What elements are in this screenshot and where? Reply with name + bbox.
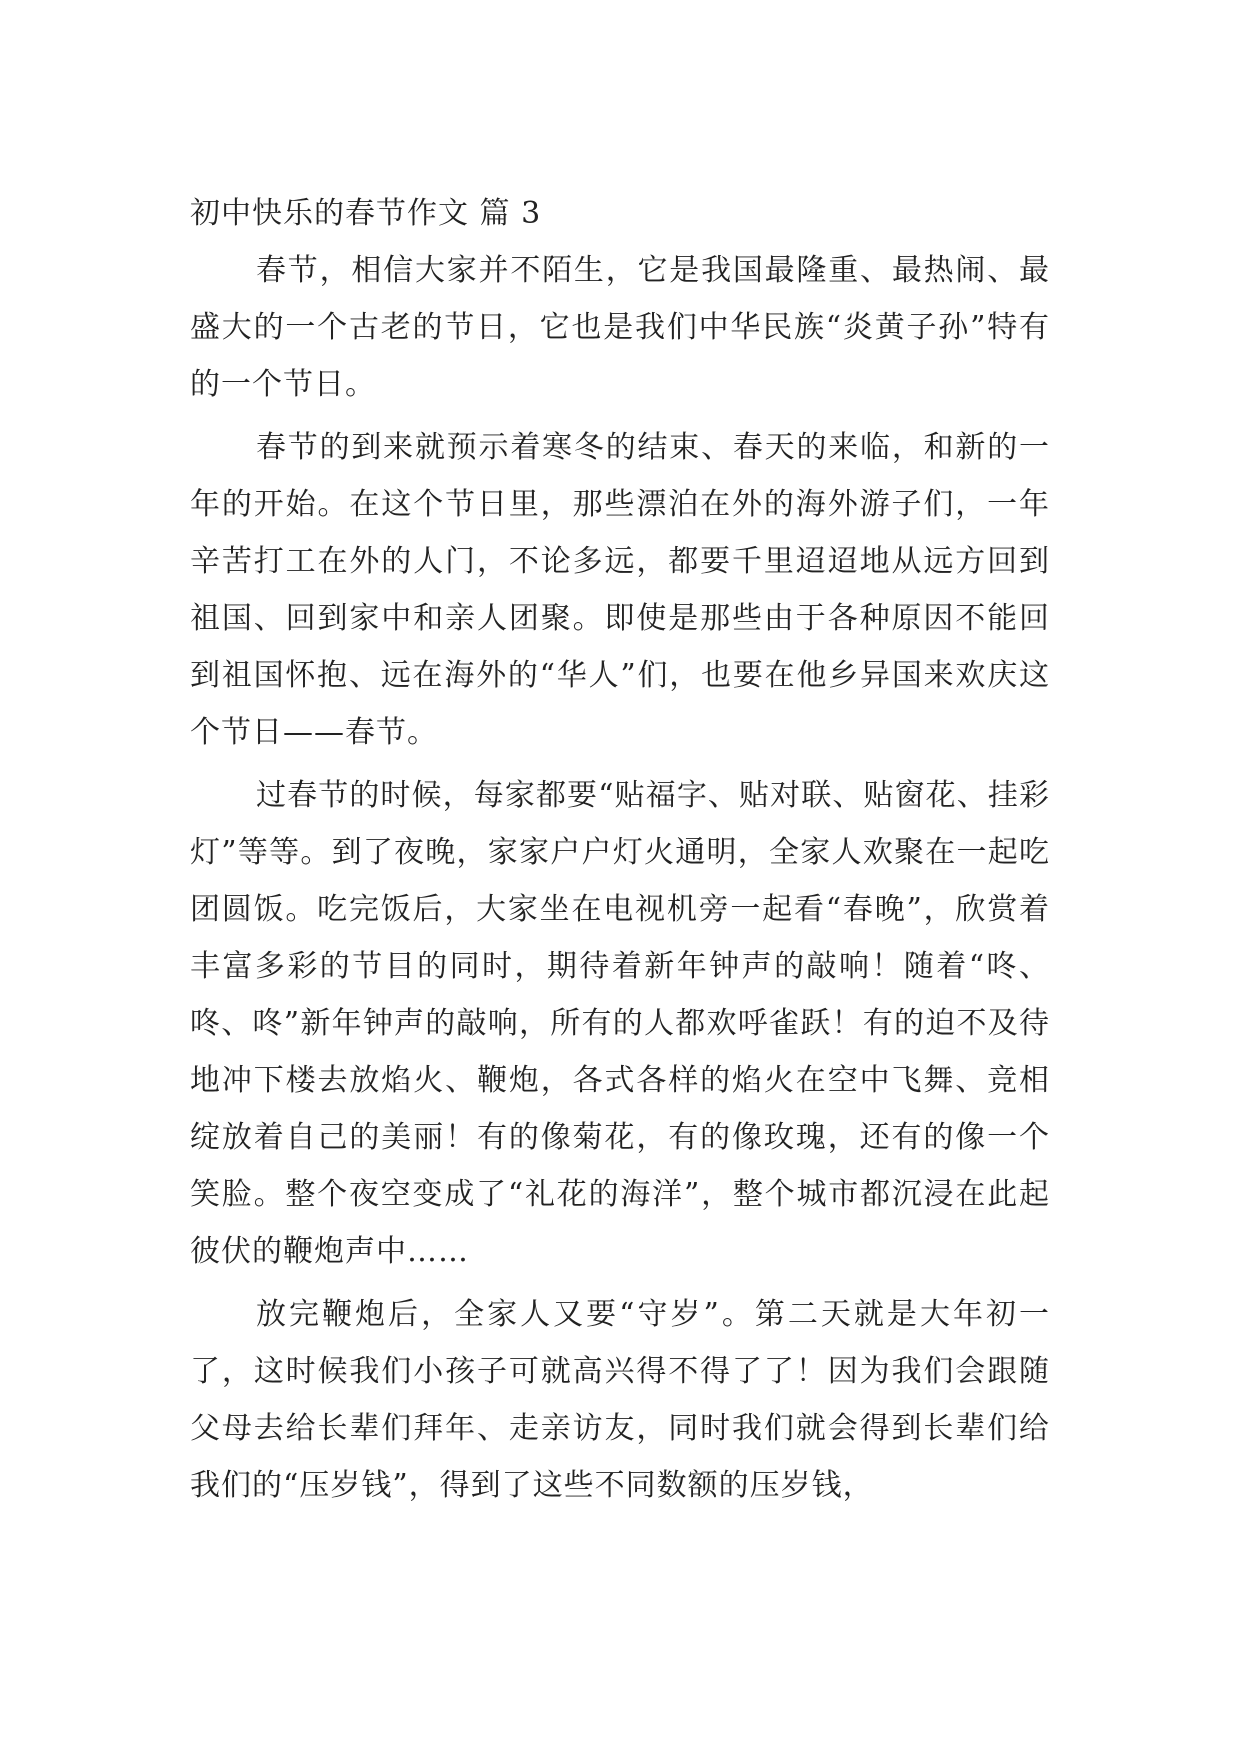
paragraph-4: 放完鞭炮后，全家人又要“守岁”。第二天就是大年初一了，这时候我们小孩子可就高兴得不得了了！因为我们会跟随父母去给长辈们拜年、走亲访友，同时我们就会得到长辈们给我们的“压岁钱”，得到了这些不同数额的压岁钱， — [190, 1297, 1050, 1503]
paragraph-3: 过春节的时候，每家都要“贴福字、贴对联、贴窗花、挂彩灯”等等。到了夜晚，家家户户灯火通明，全家人欢聚在一起吃团圆饭。吃完饭后，大家坐在电视机旁一起看“春晚”，欣赏着丰富多彩的节目的同时，期待着新年钟声的敲响！随着“咚、咚、咚”新年钟声的敲响，所有的人都欢呼雀跃！有的迫不及待地冲下楼去放焰火、鞭炮，各式各样的焰火在空中飞舞、竞相绽放着自己的美丽！有的像菊花，有的像玫瑰，还有的像一个笑脸。整个夜空变成了“礼花的海洋”，整个城市都沉浸在此起彼伏的鞭炮声中…… — [190, 778, 1050, 1269]
essay-title: 初中快乐的春节作文 篇 3 — [190, 196, 542, 231]
document-body — [190, 185, 1050, 1520]
paragraph-2: 春节的到来就预示着寒冬的结束、春天的来临，和新的一年的开始。在这个节日里，那些漂泊在外的海外游子们，一年辛苦打工在外的人门，不论多远，都要千里迢迢地从远方回到祖国、回到家中和亲人团聚。即使是那些由于各种原因不能回到祖国怀抱、远在海外的“华人”们，也要在他乡异国来欢庆这个节日——春节。 — [190, 430, 1050, 750]
paragraph-1: 春节，相信大家并不陌生，它是我国最隆重、最热闹、最盛大的一个古老的节日，它也是我们中华民族“炎黄子孙”特有的一个节日。 — [190, 253, 1050, 402]
